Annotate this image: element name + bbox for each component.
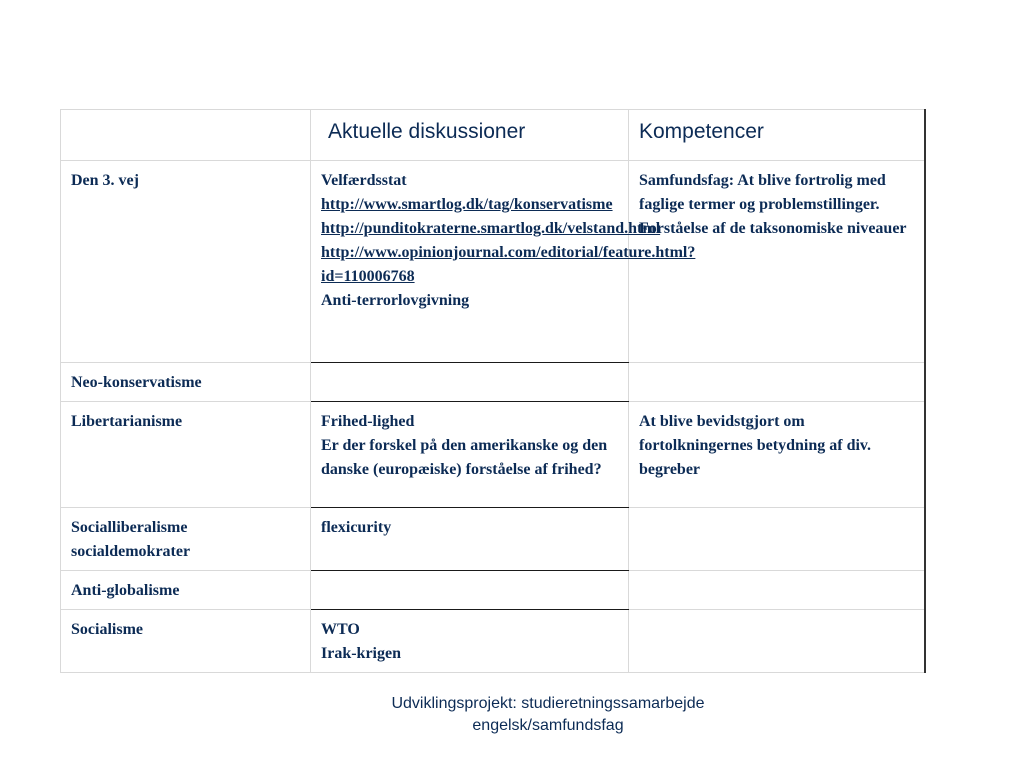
footer-line: Udviklingsprojekt: studieretningssamarbejde xyxy=(391,695,705,712)
discussion-text: Frihed-lighed xyxy=(321,413,415,430)
topic-text: socialdemokrater xyxy=(71,543,191,560)
discussion-cell xyxy=(311,571,629,610)
header-cell-empty xyxy=(61,110,311,161)
footer-line: engelsk/samfundsfag xyxy=(472,717,624,734)
discussion-cell: flexicurity xyxy=(311,508,629,571)
topic-cell: Libertarianisme xyxy=(61,402,311,508)
discussion-text: WTO xyxy=(321,621,360,638)
topic-cell: Den 3. vej xyxy=(61,161,311,363)
header-cell-competences: Kompetencer xyxy=(629,110,925,161)
discussion-cell xyxy=(311,610,629,673)
discussion-title: Velfærdsstat xyxy=(321,172,407,189)
topics-table xyxy=(60,109,926,673)
discussion-cell xyxy=(311,161,696,363)
header-cell-discussions: Aktuelle diskussioner xyxy=(311,110,629,161)
table-row xyxy=(61,363,925,402)
table-row xyxy=(61,402,925,508)
competence-cell xyxy=(629,610,925,673)
competence-cell xyxy=(629,363,925,402)
discussion-extra: Anti-terrorlovgivning xyxy=(321,292,470,309)
link-smartlog-konservatisme[interactable]: http://www.smartlog.dk/tag/konservatisme xyxy=(321,196,613,213)
competence-cell xyxy=(629,571,925,610)
link-punditokraterne-velstand[interactable]: http://punditokraterne.smartlog.dk/velstand.html xyxy=(321,220,661,237)
discussion-cell xyxy=(311,402,629,508)
topic-cell: Anti-globalisme xyxy=(61,571,311,610)
discussion-text: Er der forskel på den amerikanske og den danske (europæiske) forståelse af frihed? xyxy=(321,437,608,478)
topic-cell xyxy=(61,508,311,571)
topic-cell: Socialisme xyxy=(61,610,311,673)
competence-text: Forståelse af de taksonomiske niveauer xyxy=(639,220,907,237)
topic-cell: Neo-konservatisme xyxy=(61,363,311,402)
competence-cell xyxy=(629,508,925,571)
table-row xyxy=(61,610,925,673)
table-row xyxy=(61,571,925,610)
competence-cell xyxy=(629,161,925,363)
table-row xyxy=(61,161,925,363)
link-opinionjournal-editorial[interactable]: http://www.opinionjournal.com/editorial/feature.html?id=110006768 xyxy=(321,244,696,285)
discussion-cell xyxy=(311,363,629,402)
competence-cell: At blive bevidstgjort om fortolkningernes betydning af div. begreber xyxy=(629,402,925,508)
table-row xyxy=(61,508,925,571)
topic-text: Socialliberalisme xyxy=(71,519,188,536)
discussion-text: Irak-krigen xyxy=(321,645,401,662)
competence-text: Samfundsfag: At blive fortrolig med faglige termer og problemstillinger. xyxy=(639,172,886,213)
table-header-row xyxy=(61,110,925,161)
footer-caption xyxy=(300,693,796,737)
